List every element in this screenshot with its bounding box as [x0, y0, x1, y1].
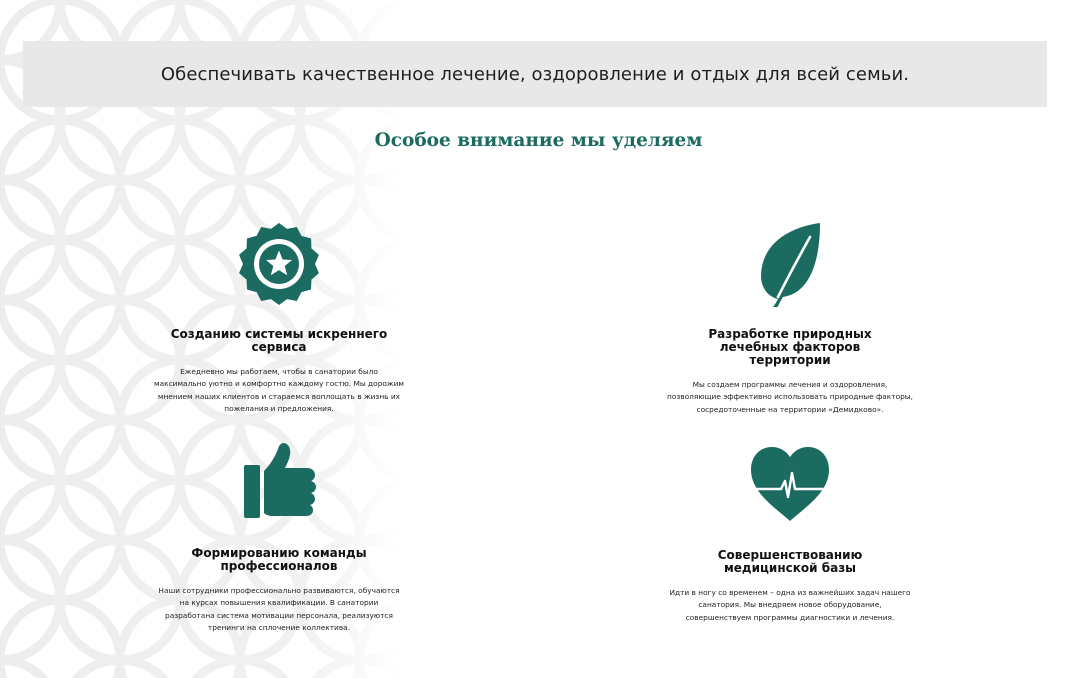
feature-service [149, 221, 409, 415]
thumbs-up-icon [237, 441, 321, 521]
section-title: Особое внимание мы уделяем [374, 130, 703, 151]
feature-description: Идти в ногу со временем – одна из важнейших задач нашего санатория. Мы внедряем новое оборудование, совершенствуем программы диагностики и лечения. [669, 588, 911, 622]
feature-title: Созданию системы искреннего сервиса [170, 327, 388, 354]
feature-team [149, 441, 409, 634]
feature-medical-base [660, 445, 920, 624]
feature-title: Совершенствованию медицинской базы [717, 548, 863, 575]
leaf-icon [748, 221, 832, 307]
feature-description: Мы создаем программы лечения и оздоровления, позволяющие эффективно использовать природные факторы, сосредоточенные на территории «Демидково». [667, 380, 913, 414]
feature-natural-factors [660, 221, 920, 416]
feature-title: Разработке природных лечебных факторов территории [708, 327, 872, 367]
badge-star-icon [237, 221, 321, 307]
feature-description: Наши сотрудники профессионально развиваются, обучаются на курсах повышения квалификации. В санатории разработана система мотивации персонала, реализуются тренинги на сплочение коллектива. [158, 586, 400, 632]
mission-text: Обеспечивать качественное лечение, оздоровление и отдых для всей семьи. [160, 63, 910, 85]
feature-description: Ежедневно мы работаем, чтобы в санатории было максимально уютно и комфортно каждому гостю. Мы дорожим мнением наших клиентов и стараемся воплощать в жизнь их пожелания и предложения. [154, 367, 404, 413]
heart-pulse-icon [747, 445, 833, 523]
feature-title: Формированию команды профессионалов [191, 546, 367, 573]
mission-banner [23, 41, 1047, 107]
